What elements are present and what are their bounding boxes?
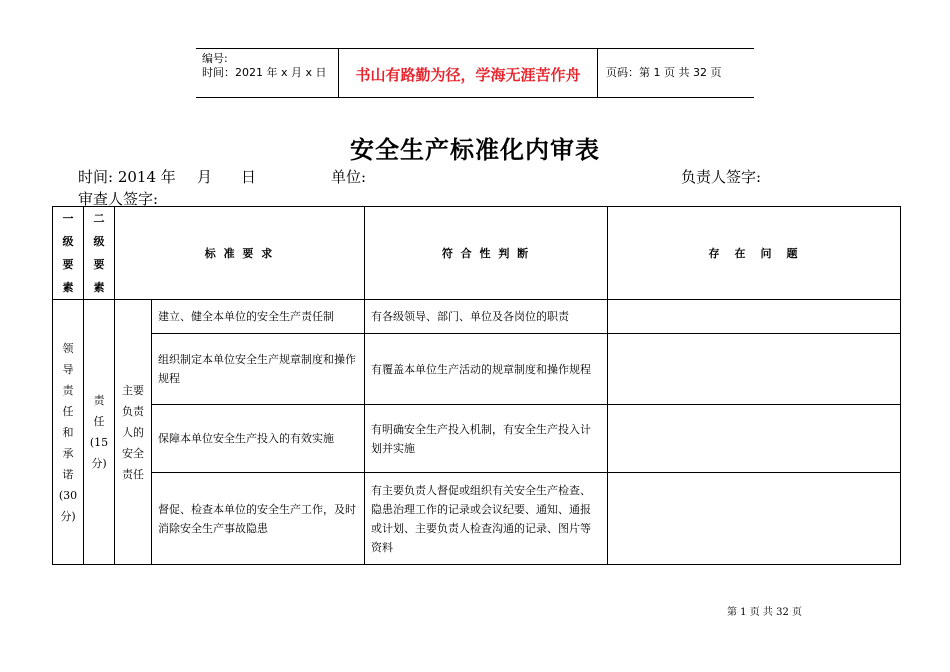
standard-cell: 组织制定本单位安全生产规章制度和操作规程 <box>152 334 365 405</box>
document-title: 安全生产标准化内审表 <box>350 135 600 164</box>
header-page-cell <box>598 49 754 97</box>
level2-cell: 责 任 (15 分) <box>84 300 115 565</box>
footer-page-number: 第 1 页 共 32 页 <box>727 607 802 618</box>
issue-cell[interactable] <box>608 405 901 473</box>
conformity-cell: 有明确安全生产投入机制，有安全生产投入计划并实施 <box>365 405 608 473</box>
standard-cell: 督促、检查本单位的安全生产工作，及时消除安全生产事故隐患 <box>152 473 365 565</box>
header-motto-cell <box>338 49 598 97</box>
header-issues: 存 在 问 题 <box>608 207 901 300</box>
date-label: 时间: 2014 年 <box>78 168 176 186</box>
day-label: 日 <box>241 168 257 186</box>
page-header <box>196 48 754 98</box>
table-row <box>53 405 901 473</box>
issue-cell[interactable] <box>608 300 901 334</box>
level1-cell: 领 导 责 任 和 承 诺 (30 分) <box>53 300 84 565</box>
issue-cell[interactable] <box>608 473 901 565</box>
table-row <box>53 473 901 565</box>
reviewer-signature-label: 审查人签字: <box>78 190 159 208</box>
conformity-cell: 有主要负责人督促或组织有关安全生产检查、隐患治理工作的记录或会议纪要、通知、通报或计划、主要负责人检查沟通的记录、图片等资料 <box>365 473 608 565</box>
issue-cell[interactable] <box>608 334 901 405</box>
header-conformity: 符 合 性 判 断 <box>365 207 608 300</box>
time-label: 时间：2021 年 x 月 x 日 <box>202 66 327 79</box>
motto-text: 书山有路勤为径，学海无涯苦作舟 <box>355 66 581 84</box>
conformity-cell: 有覆盖本单位生产活动的规章制度和操作规程 <box>365 334 608 405</box>
header-info-cell <box>196 49 338 97</box>
unit-label: 单位: <box>331 168 367 186</box>
header-page-label: 页码：第 1 页 共 32 页 <box>606 66 722 79</box>
header-standard: 标 准 要 求 <box>115 207 365 300</box>
header-level2: 二 级 要 素 <box>84 207 115 300</box>
table-row <box>53 300 901 334</box>
conformity-cell: 有各级领导、部门、单位及各岗位的职责 <box>365 300 608 334</box>
responsible-signature-label: 负责人签字: <box>681 168 762 186</box>
sub-element-cell: 主要 负责 人的 安全 责任 <box>115 300 152 565</box>
audit-table <box>52 206 901 565</box>
standard-cell: 保障本单位安全生产投入的有效实施 <box>152 405 365 473</box>
table-row <box>53 334 901 405</box>
header-level1: 一 级 要 素 <box>53 207 84 300</box>
table-header-row <box>53 207 901 300</box>
standard-cell: 建立、健全本单位的安全生产责任制 <box>152 300 365 334</box>
number-label: 编号: <box>202 52 228 65</box>
month-label: 月 <box>197 168 213 186</box>
